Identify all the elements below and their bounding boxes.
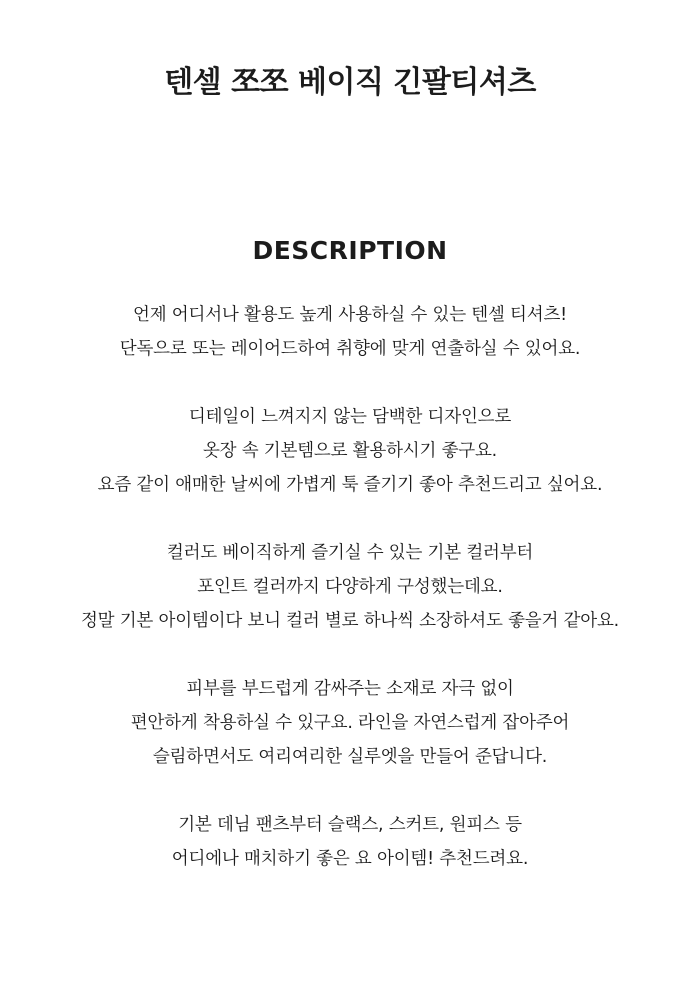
description-line: 옷장 속 기본템으로 활용하시기 좋구요.	[202, 441, 498, 461]
description-line: 언제 어디서나 활용도 높게 사용하실 수 있는 텐셀 티셔츠!	[133, 305, 567, 325]
description-line: 편안하게 착용하실 수 있구요. 라인을 자연스럽게 잡아주어	[130, 713, 570, 733]
description-line: 어디에나 매치하기 좋은 요 아이템! 추천드려요.	[171, 849, 529, 869]
description-paragraph	[0, 808, 700, 876]
description-line: 컬러도 베이직하게 즐기실 수 있는 기본 컬러부터	[166, 543, 534, 563]
description-paragraph	[0, 400, 700, 502]
description-line: 정말 기본 아이템이다 보니 컬러 별로 하나씩 소장하셔도 좋을거 같아요.	[80, 611, 620, 631]
description-line: 피부를 부드럽게 감싸주는 소재로 자극 없이	[186, 679, 514, 699]
description-paragraph	[0, 298, 700, 366]
product-title: 텐셀 쪼쪼 베이직 긴팔티셔츠	[164, 65, 536, 100]
description-line: 기본 데님 팬츠부터 슬랙스, 스커트, 원피스 등	[178, 815, 522, 835]
description-heading: DESCRIPTION	[252, 236, 448, 265]
description-line: 포인트 컬러까지 다양하게 구성했는데요.	[197, 577, 503, 597]
description-body	[0, 298, 700, 910]
description-line: 요즘 같이 애매한 날씨에 가볍게 툭 즐기기 좋아 추천드리고 싶어요.	[97, 475, 603, 495]
description-paragraph	[0, 672, 700, 774]
description-paragraph	[0, 536, 700, 638]
description-line: 슬림하면서도 여리여리한 실루엣을 만들어 준답니다.	[152, 747, 548, 767]
description-line: 단독으로 또는 레이어드하여 취향에 맞게 연출하실 수 있어요.	[119, 339, 581, 359]
description-line: 디테일이 느껴지지 않는 담백한 디자인으로	[188, 407, 512, 427]
